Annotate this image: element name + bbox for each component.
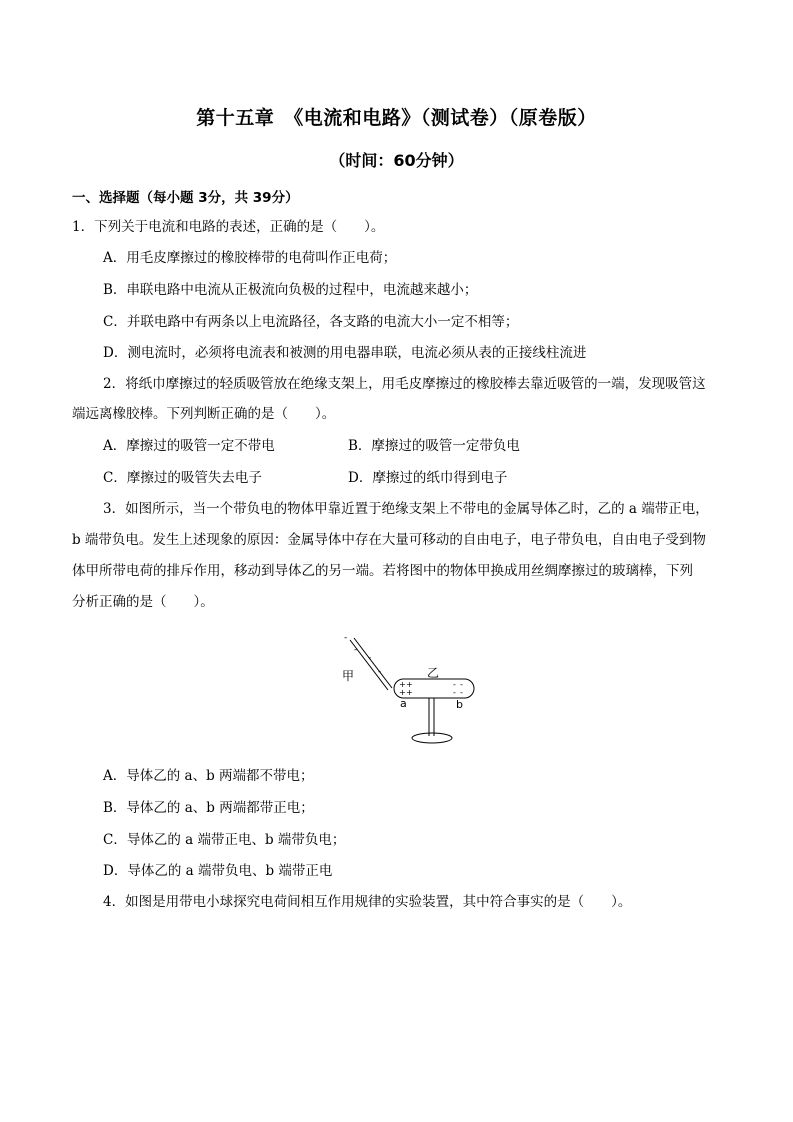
question-3-option-c: C．导体乙的 a 端带正电、b 端带负电； — [103, 832, 346, 848]
question-3-option-b: B．导体乙的 a、b 两端都带正电； — [103, 800, 314, 816]
question-2-stem-line-1: 2．将纸巾摩擦过的轻质吸管放在绝缘支架上，用毛皮摩擦过的橡胶棒去靠近吸管的一端，发现吸管这 — [103, 376, 706, 392]
b-end-charge-2: - — [460, 680, 463, 689]
conductor-figure — [330, 632, 490, 747]
b-end-charge-4: - — [460, 688, 463, 697]
label-b: b — [456, 698, 463, 711]
question-1-option-d: D．测电流时，必须将电流表和被测的用电器串联，电流必须从表的正接线柱流进 — [103, 345, 587, 361]
page-title: 第十五章 《电流和电路》（测试卷）（原卷版） — [196, 107, 597, 129]
rod-charge-4: - — [378, 667, 382, 677]
question-2-option-d: D．摩擦过的纸巾得到电子 — [348, 470, 508, 486]
a-end-charge-2: + — [406, 680, 413, 689]
question-3-option-d: D．导体乙的 a 端带负电、b 端带正电 — [103, 863, 333, 879]
question-2-option-c: C．摩擦过的吸管失去电子 — [103, 470, 262, 486]
question-2-stem-line-2: 端远离橡胶棒。下列判断正确的是（ ）。 — [72, 406, 336, 422]
a-end-charge-3: + — [399, 688, 406, 697]
question-1-option-c: C．并联电路中有两条以上电流路径，各支路的电流大小一定不相等； — [103, 314, 519, 330]
question-1-stem: 1．下列关于电流和电路的表述，正确的是（ ）。 — [72, 219, 385, 235]
rod-charge-3: - — [368, 653, 372, 663]
label-yi: 乙 — [427, 666, 440, 680]
a-end-charge-4: + — [406, 688, 413, 697]
b-end-charge-1: - — [453, 680, 456, 689]
question-2-option-a: A．摩擦过的吸管一定不带电 — [103, 438, 275, 454]
question-1-option-b: B．串联电路中电流从正极流向负极的过程中，电流越来越小； — [103, 282, 478, 298]
question-3-stem-line-2: b 端带负电。发生上述现象的原因：金属导体中存在大量可移动的自由电子，电子带负电，自由电子受到物 — [72, 532, 706, 548]
question-4-stem: 4．如图是用带电小球探究电荷间相互作用规律的实验装置，其中符合事实的是（ ）。 — [103, 894, 632, 910]
time-limit: （时间：60分钟） — [329, 151, 464, 170]
rod-charge-2: - — [354, 645, 358, 655]
rod-charge-1: - — [344, 633, 348, 643]
insulating-stand — [412, 698, 452, 743]
question-3-stem-line-3: 体甲所带电荷的排斥作用，移动到导体乙的另一端。若将图中的物体甲换成用丝绸摩擦过的玻璃棒，下列 — [72, 563, 693, 579]
question-3-option-a: A．导体乙的 a、b 两端都不带电； — [103, 768, 314, 784]
b-end-charge-3: - — [453, 688, 456, 697]
question-1-option-a: A．用毛皮摩擦过的橡胶棒带的电荷叫作正电荷； — [103, 250, 397, 266]
label-jia: 甲 — [342, 669, 355, 683]
label-a: a — [400, 697, 407, 710]
section-heading: 一、选择题（每小题 3分，共 39分） — [72, 190, 299, 206]
question-3-stem-line-4: 分析正确的是（ ）。 — [72, 594, 214, 610]
question-2-option-b: B．摩擦过的吸管一定带负电 — [348, 438, 520, 454]
question-3-stem-line-1: 3．如图所示，当一个带负电的物体甲靠近置于绝缘支架上不带电的金属导体乙时，乙的 a 端带正电， — [103, 501, 709, 517]
a-end-charge-1: + — [399, 680, 406, 689]
